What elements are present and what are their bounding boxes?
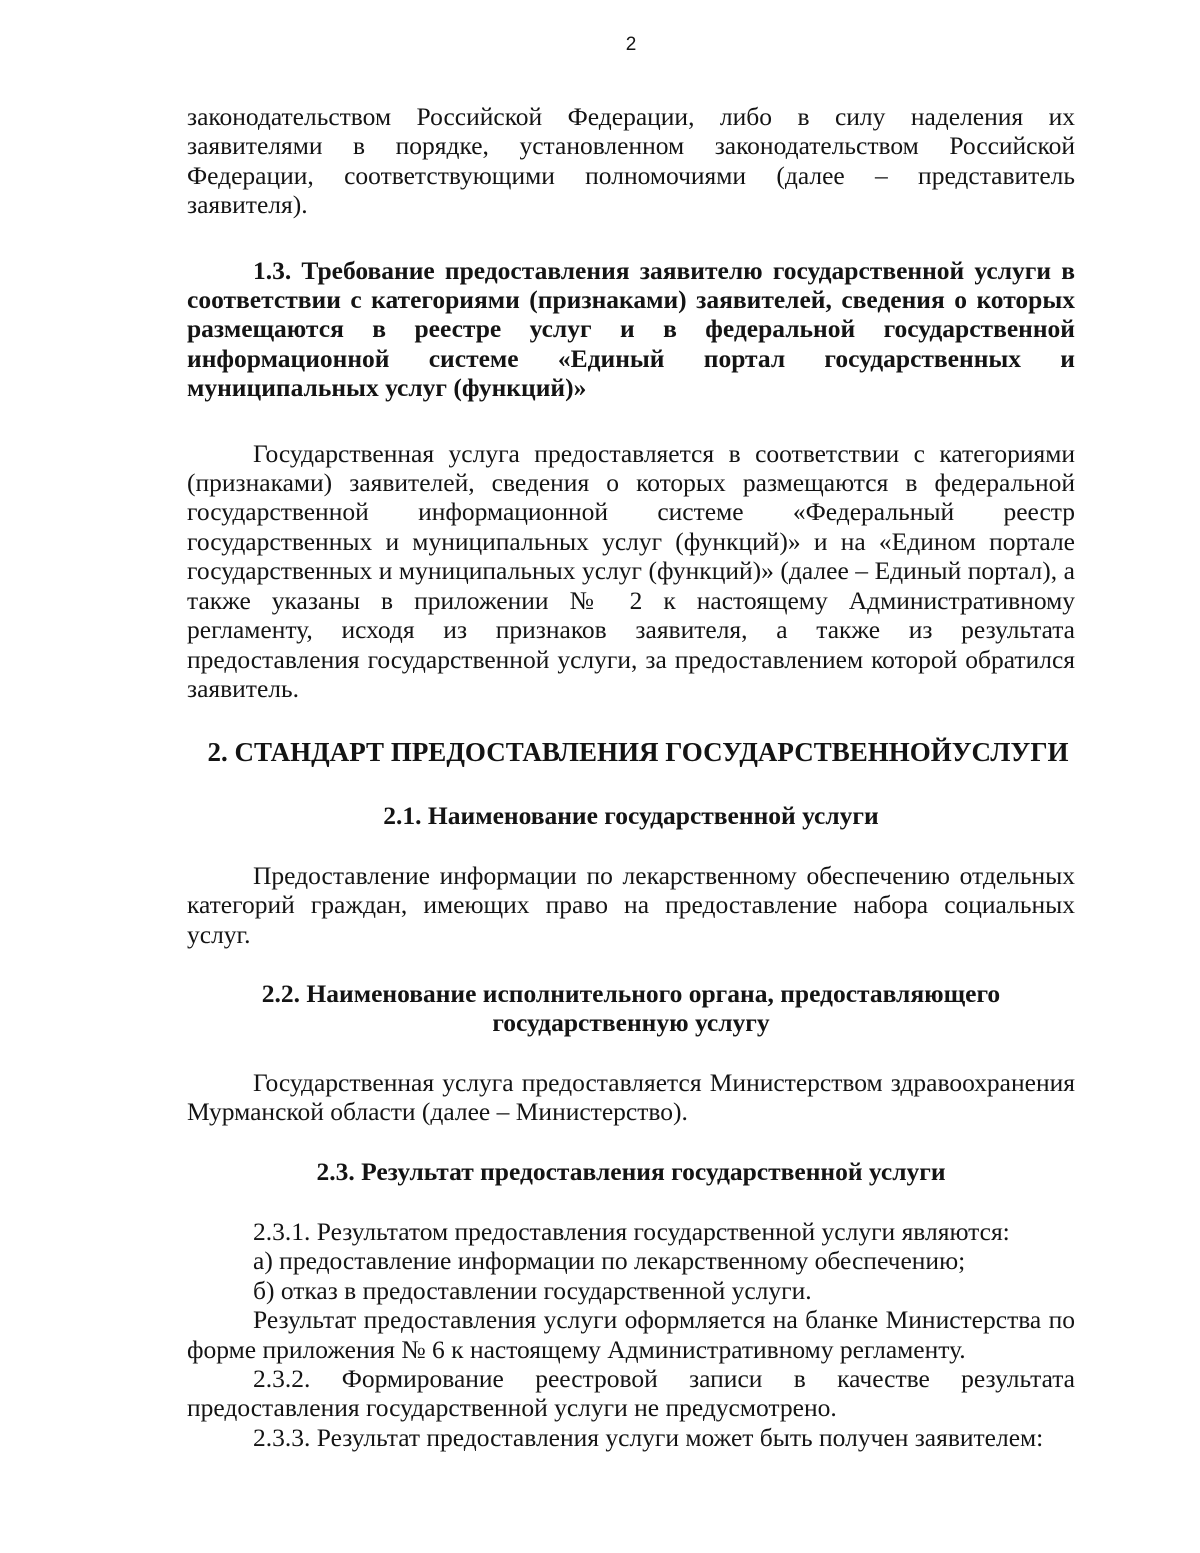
section-2-2-heading-line1: 2.2. Наименование исполнительного органа, предоставляющего bbox=[261, 978, 1001, 1008]
section-2-1-paragraph: Предоставление информации по лекарственному обеспечению отдельных категорий граждан, имеющих право на предоставление набора социальных услуг. bbox=[187, 860, 1075, 949]
section-2-2-paragraph: Государственная услуга предоставляется Министерством здравоохранения Мурманской области (далее – Министерство). bbox=[187, 1067, 1075, 1127]
section-2-3-item-b: б) отказ в предоставлении государственной услуги. bbox=[253, 1275, 812, 1305]
section-2-2-heading bbox=[187, 979, 1075, 1038]
section-2-1-heading: 2.1. Наименование государственной услуги bbox=[383, 801, 879, 831]
section-2-3-heading: 2.3. Результат предоставления государственной услуги bbox=[316, 1156, 946, 1186]
document-body bbox=[187, 102, 1075, 1452]
section-2-3-item-a: а) предоставление информации по лекарственному обеспечению; bbox=[253, 1246, 966, 1276]
section-2-3-2-paragraph: 2.3.2. Формирование реестровой записи в качестве результата предоставления государственной услуги не предусмотрено. bbox=[187, 1364, 1075, 1423]
section-2-heading: 2. СТАНДАРТ ПРЕДОСТАВЛЕНИЯ ГОСУДАРСТВЕННОЙУСЛУГИ bbox=[207, 737, 1069, 768]
section-2-3-3-paragraph: 2.3.3. Результат предоставления услуги может быть получен заявителем: bbox=[253, 1422, 1044, 1452]
section-1-3-heading: 1.3. Требование предоставления заявителю государственной услуги в соответствии с категориями (признаками) заявителей, сведения о которых размещаются в реестре услуг и в федеральной государственной информационной системе «Единый портал государственных и муниципальных услуг (функций)» bbox=[187, 255, 1075, 403]
section-2-2-heading-line2: государственную услугу bbox=[492, 1008, 770, 1038]
section-2-3-result-form: Результат предоставления услуги оформляется на бланке Министерства по форме приложения № 6 к настоящему Административному регламенту. bbox=[187, 1305, 1075, 1364]
page-number: 2 bbox=[625, 34, 637, 55]
section-1-3-paragraph: Государственная услуга предоставляется в соответствии с категориями (признаками) заявителей, сведения о которых размещаются в федеральной государственной информационной системе «Федеральный реестр государственных и муниципальных услуг (функций)» и на «Едином портале государственных и муниципальных услуг (функций)» (далее – Единый портал), а также указаны в приложении № 2 к настоящему Административному регламенту, исходя из признаков заявителя, а также из результата предоставления государственной услуги, за предоставлением которой обратился заявитель. bbox=[187, 438, 1075, 703]
intro-paragraph: законодательством Российской Федерации, либо в силу наделения их заявителями в порядке, установленном законодательством Российской Федерации, соответствующими полномочиями (далее – представитель заявителя). bbox=[187, 102, 1075, 220]
section-2-3-1-paragraph: 2.3.1. Результатом предоставления государственной услуги являются: bbox=[253, 1216, 1010, 1246]
